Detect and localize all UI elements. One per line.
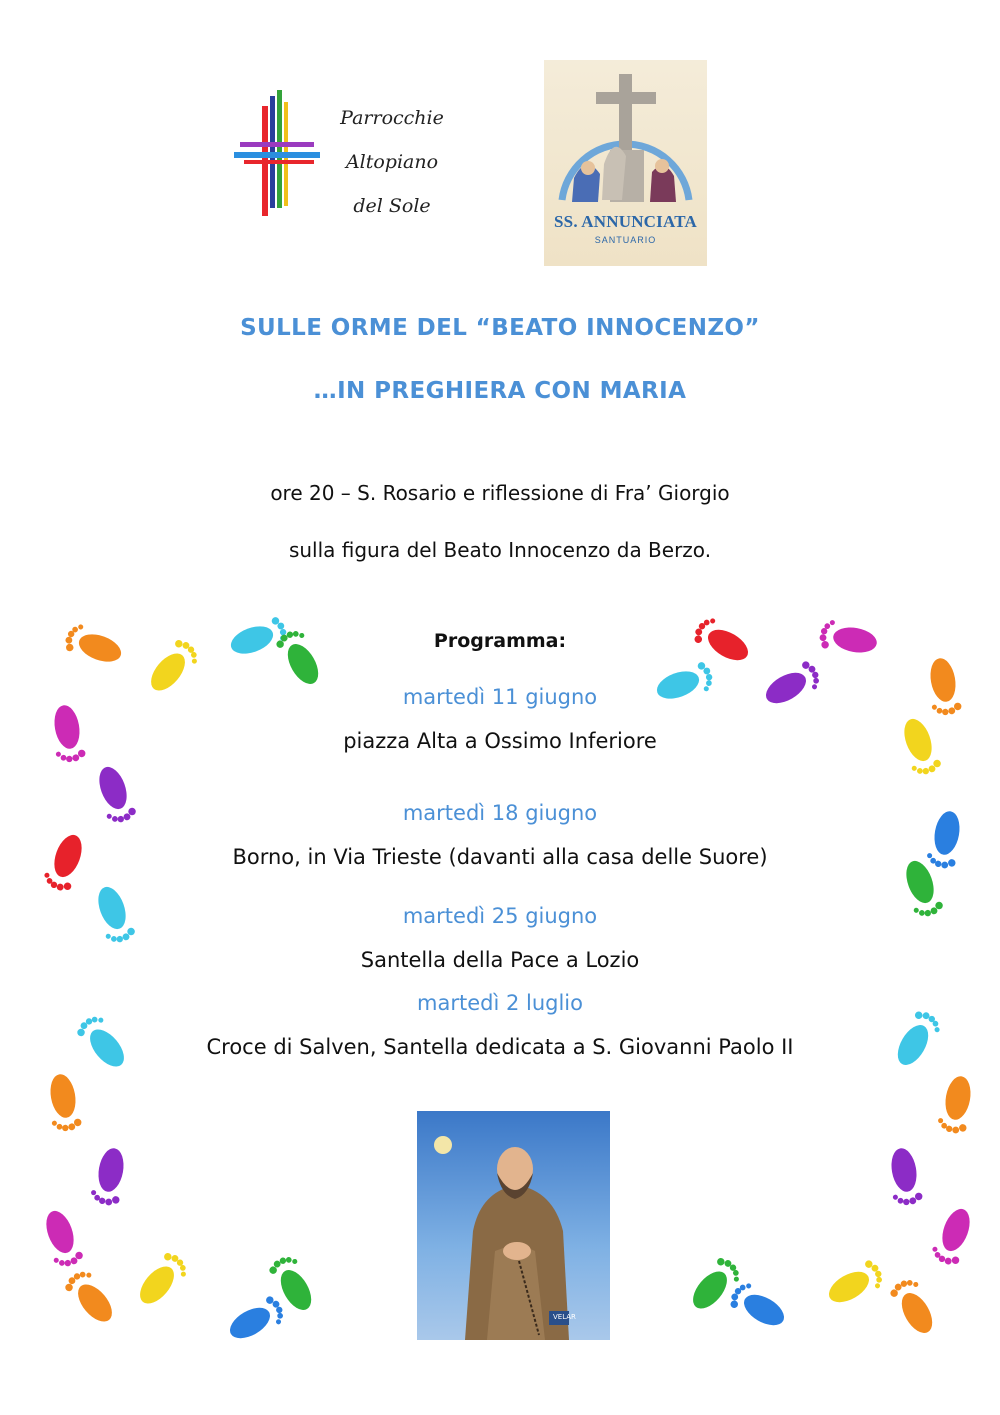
santuario-logo — [544, 60, 707, 266]
colored-cross-icon — [232, 88, 322, 220]
event-date: martedì 2 luglio — [417, 991, 583, 1015]
image-caption: VELAR — [553, 1313, 576, 1321]
event-place: piazza Alta a Ossimo Inferiore — [343, 729, 657, 753]
parrocchie-logo — [232, 88, 452, 220]
footprint-icon — [888, 1275, 942, 1339]
intro-line-2: sulla figura del Beato Innocenzo da Berzo. — [288, 538, 712, 562]
footprint-icon — [929, 1204, 976, 1268]
footprint-icon — [885, 1146, 924, 1208]
parrocchie-logo-text — [332, 96, 452, 228]
logo-left-line1: Parrocchie — [340, 107, 444, 129]
logo-left-line2: Altopiano — [345, 151, 439, 173]
intro-line-1: ore 20 – S. Rosario e riflessione di Fra’ Giorgio — [270, 481, 730, 505]
logo-left-line3: del Sole — [353, 195, 431, 217]
santuario-subtitle: SANTUARIO — [594, 235, 657, 245]
footprint-icon — [936, 1074, 975, 1136]
footprint-icon — [823, 1258, 887, 1312]
beato-innocenzo-image — [417, 1111, 610, 1340]
event-place: Croce di Salven, Santella dedicata a S. Giovanni Paolo II — [206, 1035, 794, 1059]
footprint-icon — [44, 1072, 83, 1134]
footprint-icon — [132, 1249, 191, 1312]
footprint-icon — [89, 1146, 128, 1208]
event-place: Borno, in Via Trieste (davanti alla casa delle Suore) — [232, 845, 768, 869]
event-date: martedì 18 giugno — [402, 801, 598, 825]
programma-label: Programma: — [433, 630, 567, 652]
event-place: Santella della Pace a Lozio — [360, 948, 640, 972]
page-title: SULLE ORME DEL “BEATO INNOCENZO” — [240, 315, 760, 341]
footprint-icon — [727, 1279, 791, 1333]
event-date: martedì 25 giugno — [402, 904, 598, 928]
footprint-icon — [62, 1266, 121, 1329]
event-date: martedì 11 giugno — [402, 685, 598, 709]
page-subtitle: …IN PREGHIERA CON MARIA — [313, 378, 687, 404]
santuario-name: SS. ANNUNCIATA — [554, 212, 697, 231]
sanctuary-cross-statue-icon — [544, 60, 707, 210]
footprint-icon — [38, 1207, 85, 1271]
footprint-icon — [224, 1294, 288, 1348]
